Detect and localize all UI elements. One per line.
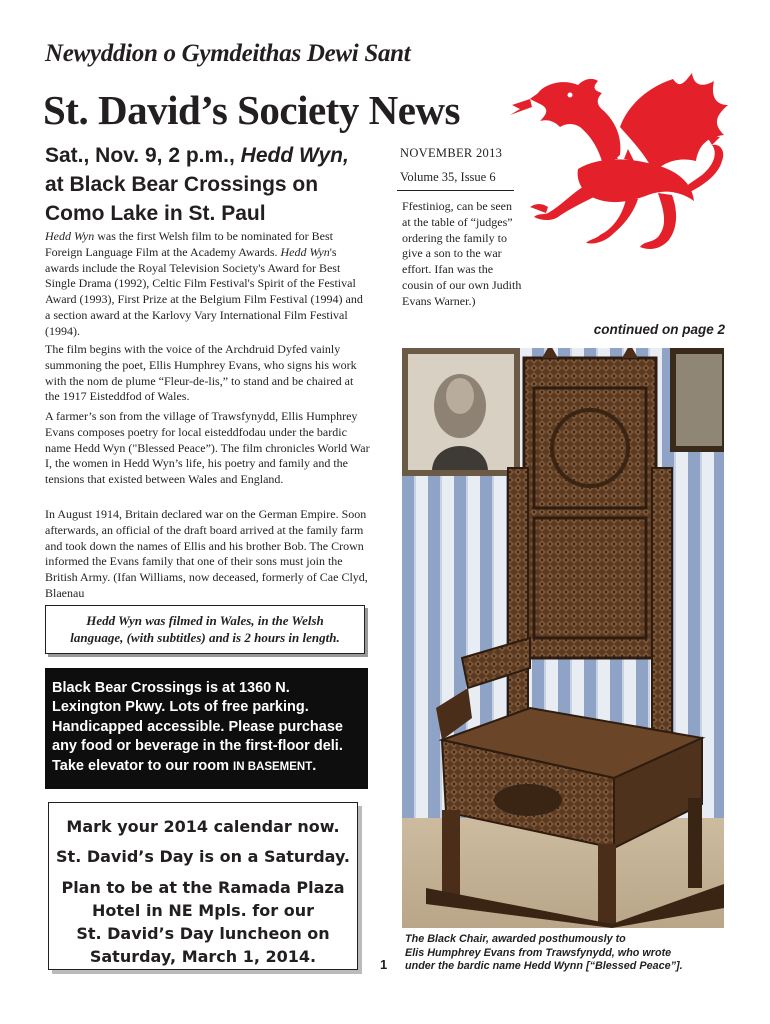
black-chair-photo — [402, 348, 724, 928]
caption-line-2: Elis Humphrey Evans from Trawsfynydd, who wrote — [405, 946, 672, 959]
black-chair-illustration — [402, 348, 724, 928]
calendar-line-3: Plan to be at the Ramada Plaza — [61, 878, 345, 897]
article-paragraph-1: Hedd Wyn was the first Welsh film to be nominated for Best Foreign Language Film at the Academy Awards. Hedd Wyn's awards include the Royal Television Society's Award for Best Single Drama (1992), Celtic Film Festival's Spirit of the Festival Award (1993), First Prize at the Belgium Film Festival (1994) and a section award at the Karlovy Vary International Film Festival (1994). — [45, 229, 363, 338]
article-paragraph-3: A farmer’s son from the village of Trawsfynydd, Ellis Humphrey Evans composes poetry for local eisteddfodau under the bardic name Hedd Wyn ("Blessed Peace”). The film chronicles World War I, the women in Hedd Wyn’s life, his poetry and family and the tensions that existed between Wales and England. — [45, 409, 370, 487]
article-paragraph-4: In August 1914, Britain declared war on the German Empire. Soon afterwards, an official of the draft board arrived at the family farm and took down the names of Ellis and his brother Bob. The Crown informed the Evans family that one of their sons must join the British Army. (Ifan Williams, now deceased, formerly of Cae Clyd, Blaenau — [45, 507, 368, 600]
article-headline — [45, 141, 390, 228]
article-paragraph-2: The film begins with the voice of the Archdruid Dyfed vainly summoning the poet, Ellis Humphrey Evans, who signs his work with the nom de plume “Fleur-de-lis,” to stand and be chaired at the 1917 Eisteddfod of Wales. — [45, 342, 357, 404]
headline-date: Sat., Nov. 9, 2 p.m., — [45, 144, 241, 167]
venue-line-2: Lexington Pkwy. Lots of free parking. — [52, 699, 309, 716]
caption-line-1: The Black Chair, awarded posthumously to — [405, 933, 626, 945]
venue-info-box — [45, 668, 368, 789]
welsh-dragon-logo — [508, 65, 730, 265]
issue-volume: Volume 35, Issue 6 — [400, 170, 496, 184]
venue-line-3: Handicapped accessible. Please purchase — [52, 718, 343, 735]
calendar-line-5: St. David’s Day luncheon on — [76, 924, 330, 943]
article-body — [45, 229, 370, 340]
venue-line-4: any food or beverage in the first-floor deli. — [52, 738, 343, 755]
venue-line-5: Take elevator to our room IN BASEMENT. — [52, 757, 317, 774]
calendar-line-1: Mark your 2014 calendar now. — [66, 817, 340, 836]
headline-location-line: Como Lake in St. Paul — [45, 202, 266, 225]
calendar-line-4: Hotel in NE Mpls. for our — [92, 901, 314, 920]
film-note-line-1: Hedd Wyn was filmed in Wales, in the Welsh — [86, 613, 324, 628]
page-number: 1 — [380, 957, 388, 972]
newsletter-masthead: St. David’s Society News — [43, 87, 460, 133]
article-continuation — [402, 199, 522, 310]
newsletter-kicker: Newyddion o Gymdeithas Dewi Sant — [45, 40, 411, 67]
venue-line-1: Black Bear Crossings is at 1360 N. — [52, 680, 290, 696]
article-body-4 — [45, 507, 370, 602]
calendar-line-6: Saturday, March 1, 2014. — [89, 947, 317, 966]
article-paragraph-5: Ffestiniog, can be seen at the table of “judges” ordering the family to give a son to the war effort. Ifan was the cousin of our own Judith Evans Warner.) — [402, 199, 522, 308]
article-body-3 — [45, 409, 370, 488]
calendar-notice-box — [48, 802, 358, 970]
headline-venue-line: at Black Bear Crossings on — [45, 173, 319, 196]
issue-month: NOVEMBER 2013 — [400, 146, 503, 160]
film-note-line-2: language, (with subtitles) and is 2 hours in length. — [70, 630, 340, 645]
continued-on-page-link[interactable]: continued on page 2 — [593, 322, 725, 337]
calendar-line-2: St. David’s Day is on a Saturday. — [56, 847, 350, 866]
issue-divider — [397, 190, 514, 191]
caption-line-3: under the bardic name Hedd Wynn [“Blessed Peace”]. — [405, 960, 683, 973]
article-body-2 — [45, 342, 370, 405]
headline-film-title: Hedd Wyn, — [240, 144, 349, 167]
film-note-box — [45, 605, 365, 654]
photo-caption — [405, 933, 725, 974]
